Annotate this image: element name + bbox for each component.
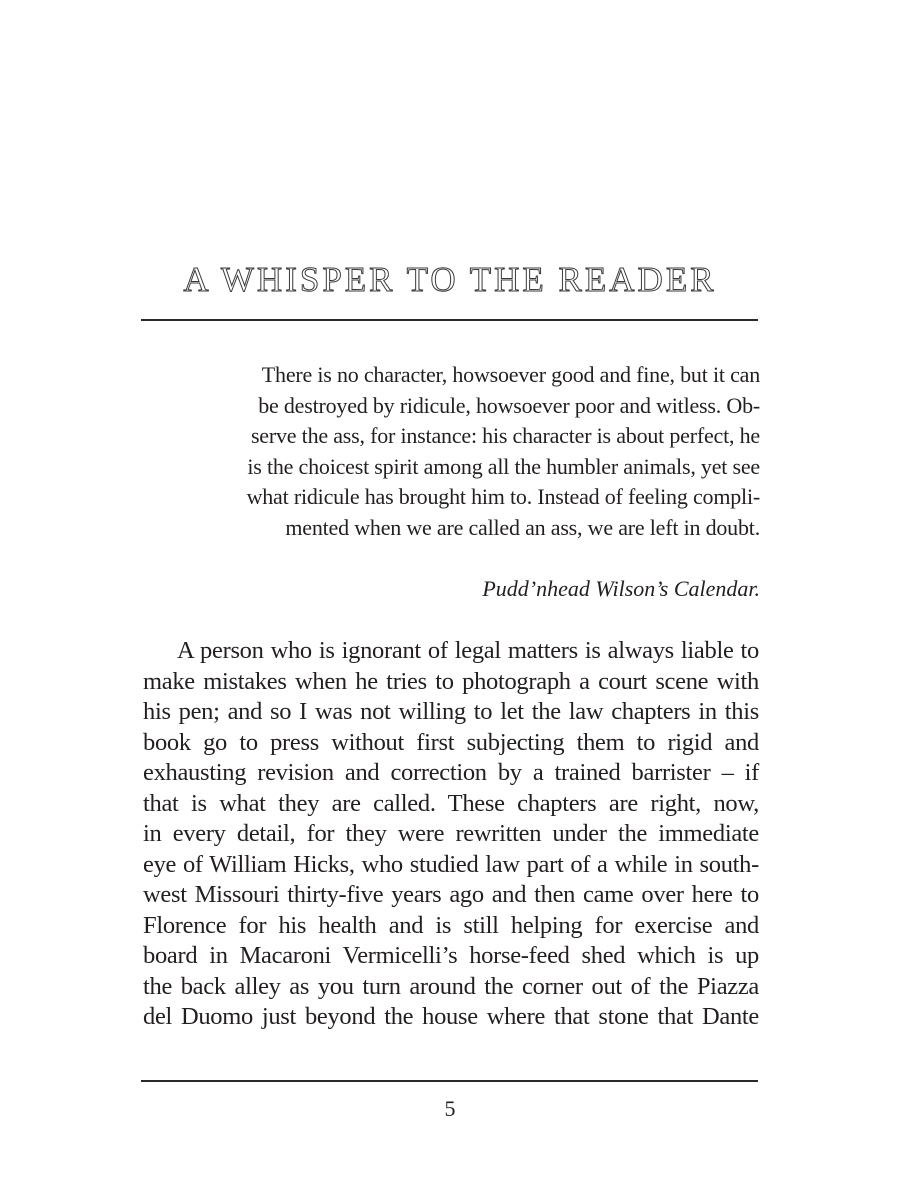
epigraph-line: is the choicest spirit among all the humbler animals, yet see: [247, 453, 760, 479]
page-number: 5: [444, 1096, 456, 1121]
body-line: del Duomo just beyond the house where that stone that Dante: [143, 1003, 759, 1030]
body-line: board in Macaroni Vermicelli’s horse-feed shed which is up: [143, 942, 759, 969]
body-paragraph: [143, 636, 759, 1033]
epigraph-line: serve the ass, for instance: his character is about perfect, he: [250, 423, 760, 448]
epigraph-line: There is no character, howsoever good and fine, but it can: [261, 362, 760, 387]
epigraph: [200, 360, 760, 543]
footer-divider: [141, 1080, 758, 1082]
body-line: in every detail, for they were rewritten under the immediate: [143, 820, 759, 847]
body-line: the back alley as you turn around the corner out of the Piazza: [143, 972, 759, 1000]
epigraph-line: mented when we are called an ass, we are left in doubt.: [285, 514, 760, 540]
body-line: exhausting revision and correction by a trained barrister – if: [143, 759, 759, 786]
body-line: west Missouri thirty-five years ago and then came over here to: [143, 881, 759, 908]
title-divider: [141, 319, 758, 321]
body-line: A person who is ignorant of legal matters is always liable to: [177, 637, 759, 664]
epigraph-attribution: Pudd’nhead Wilson’s Calendar.: [482, 576, 760, 601]
body-line: make mistakes when he tries to photograph a court scene with: [143, 667, 759, 695]
chapter-title: A WHISPER TO THE READER: [183, 260, 717, 300]
epigraph-line: what ridicule has brought him to. Instead of feeling compli-: [246, 484, 760, 509]
epigraph-line: be destroyed by ridicule, howsoever poor and witless. Ob-: [258, 392, 760, 418]
body-line: his pen; and so I was not willing to let the law chapters in this: [143, 698, 759, 725]
body-line: that is what they are called. These chapters are right, now,: [143, 789, 759, 817]
body-line: eye of William Hicks, who studied law part of a while in south-: [143, 850, 759, 878]
body-line: book go to press without first subjecting them to rigid and: [143, 728, 759, 756]
body-line: Florence for his health and is still helping for exercise and: [143, 911, 759, 939]
